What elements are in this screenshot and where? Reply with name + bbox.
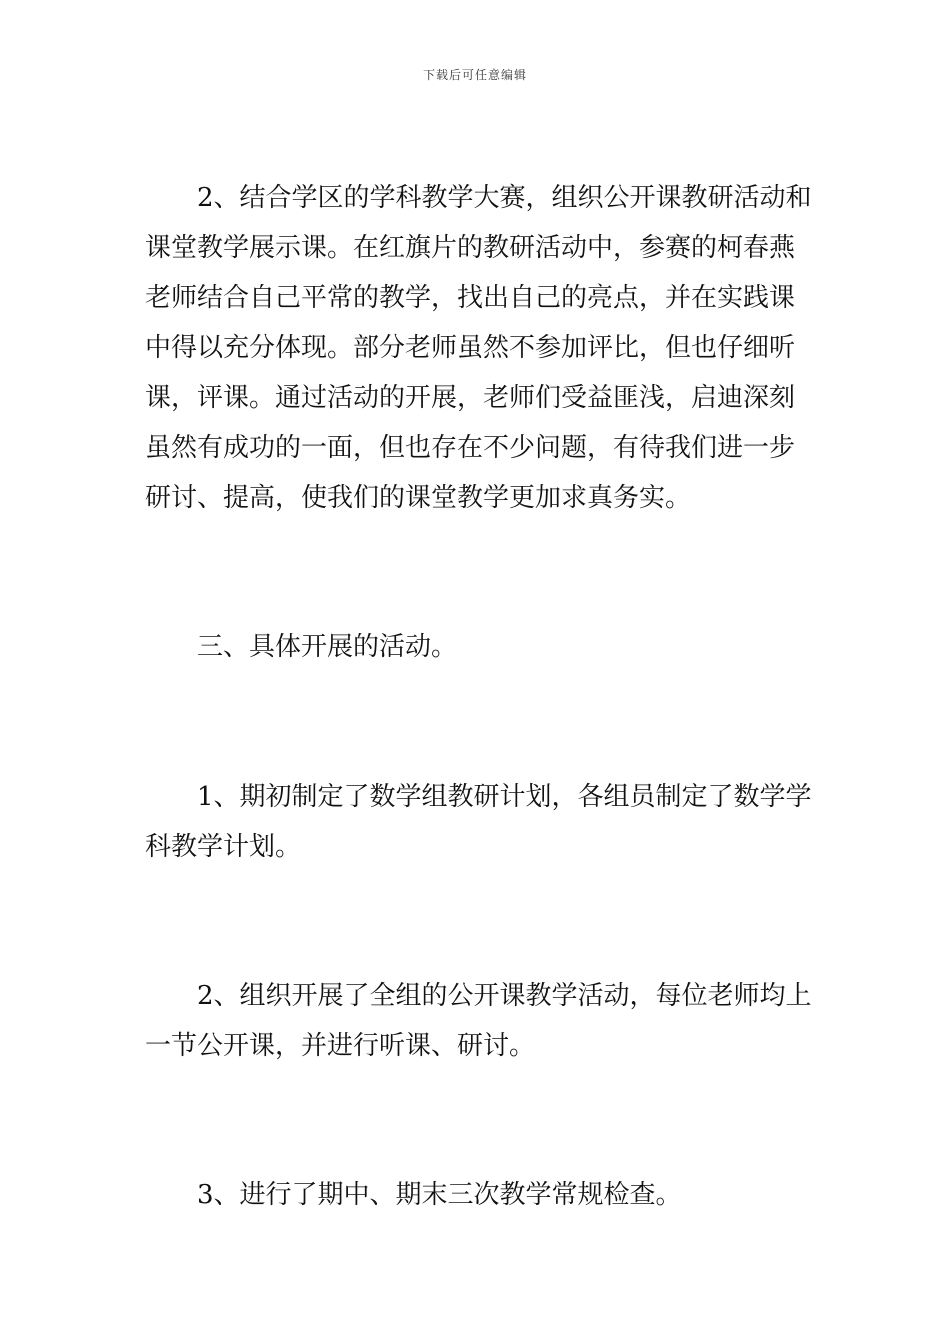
paragraph-item-2 <box>145 971 810 1071</box>
paragraph-line: 2、组织开展了全组的公开课教学活动，每位老师均上 <box>197 981 812 1011</box>
paragraph-line: 2、结合学区的学科教学大赛，组织公开课教研活动和 <box>197 183 812 213</box>
paragraph-line: 课堂教学展示课。在红旗片的教研活动中，参赛的柯春燕 <box>145 233 796 263</box>
paragraph-line: 课，评课。通过活动的开展，老师们受益匪浅，启迪深刻 <box>145 383 796 413</box>
paragraph-line: 研讨、提高，使我们的课堂教学更加求真务实。 <box>145 483 692 513</box>
paragraph-line: 三、具体开展的活动。 <box>197 632 458 662</box>
paragraph-item-1 <box>145 772 810 872</box>
paragraph-line: 1、期初制定了数学组教研计划，各组员制定了数学学 <box>197 782 812 812</box>
paragraph-line: 虽然有成功的一面，但也存在不少问题，有待我们进一步 <box>145 433 796 463</box>
paragraph-line: 老师结合自己平常的教学，找出自己的亮点，并在实践课 <box>145 283 796 313</box>
paragraph-item-3 <box>145 1170 810 1220</box>
paragraph-line: 中得以充分体现。部分老师虽然不参加评比，但也仔细听 <box>145 333 796 363</box>
page-header: 下载后可任意编辑 <box>422 68 527 82</box>
paragraph-line: 科教学计划。 <box>145 832 302 862</box>
section-heading-activities <box>145 622 810 672</box>
paragraph-line: 3、进行了期中、期末三次教学常规检查。 <box>197 1180 682 1210</box>
paragraph-line: 一节公开课，并进行听课、研讨。 <box>145 1031 536 1061</box>
paragraph-teaching-contest <box>145 173 810 523</box>
